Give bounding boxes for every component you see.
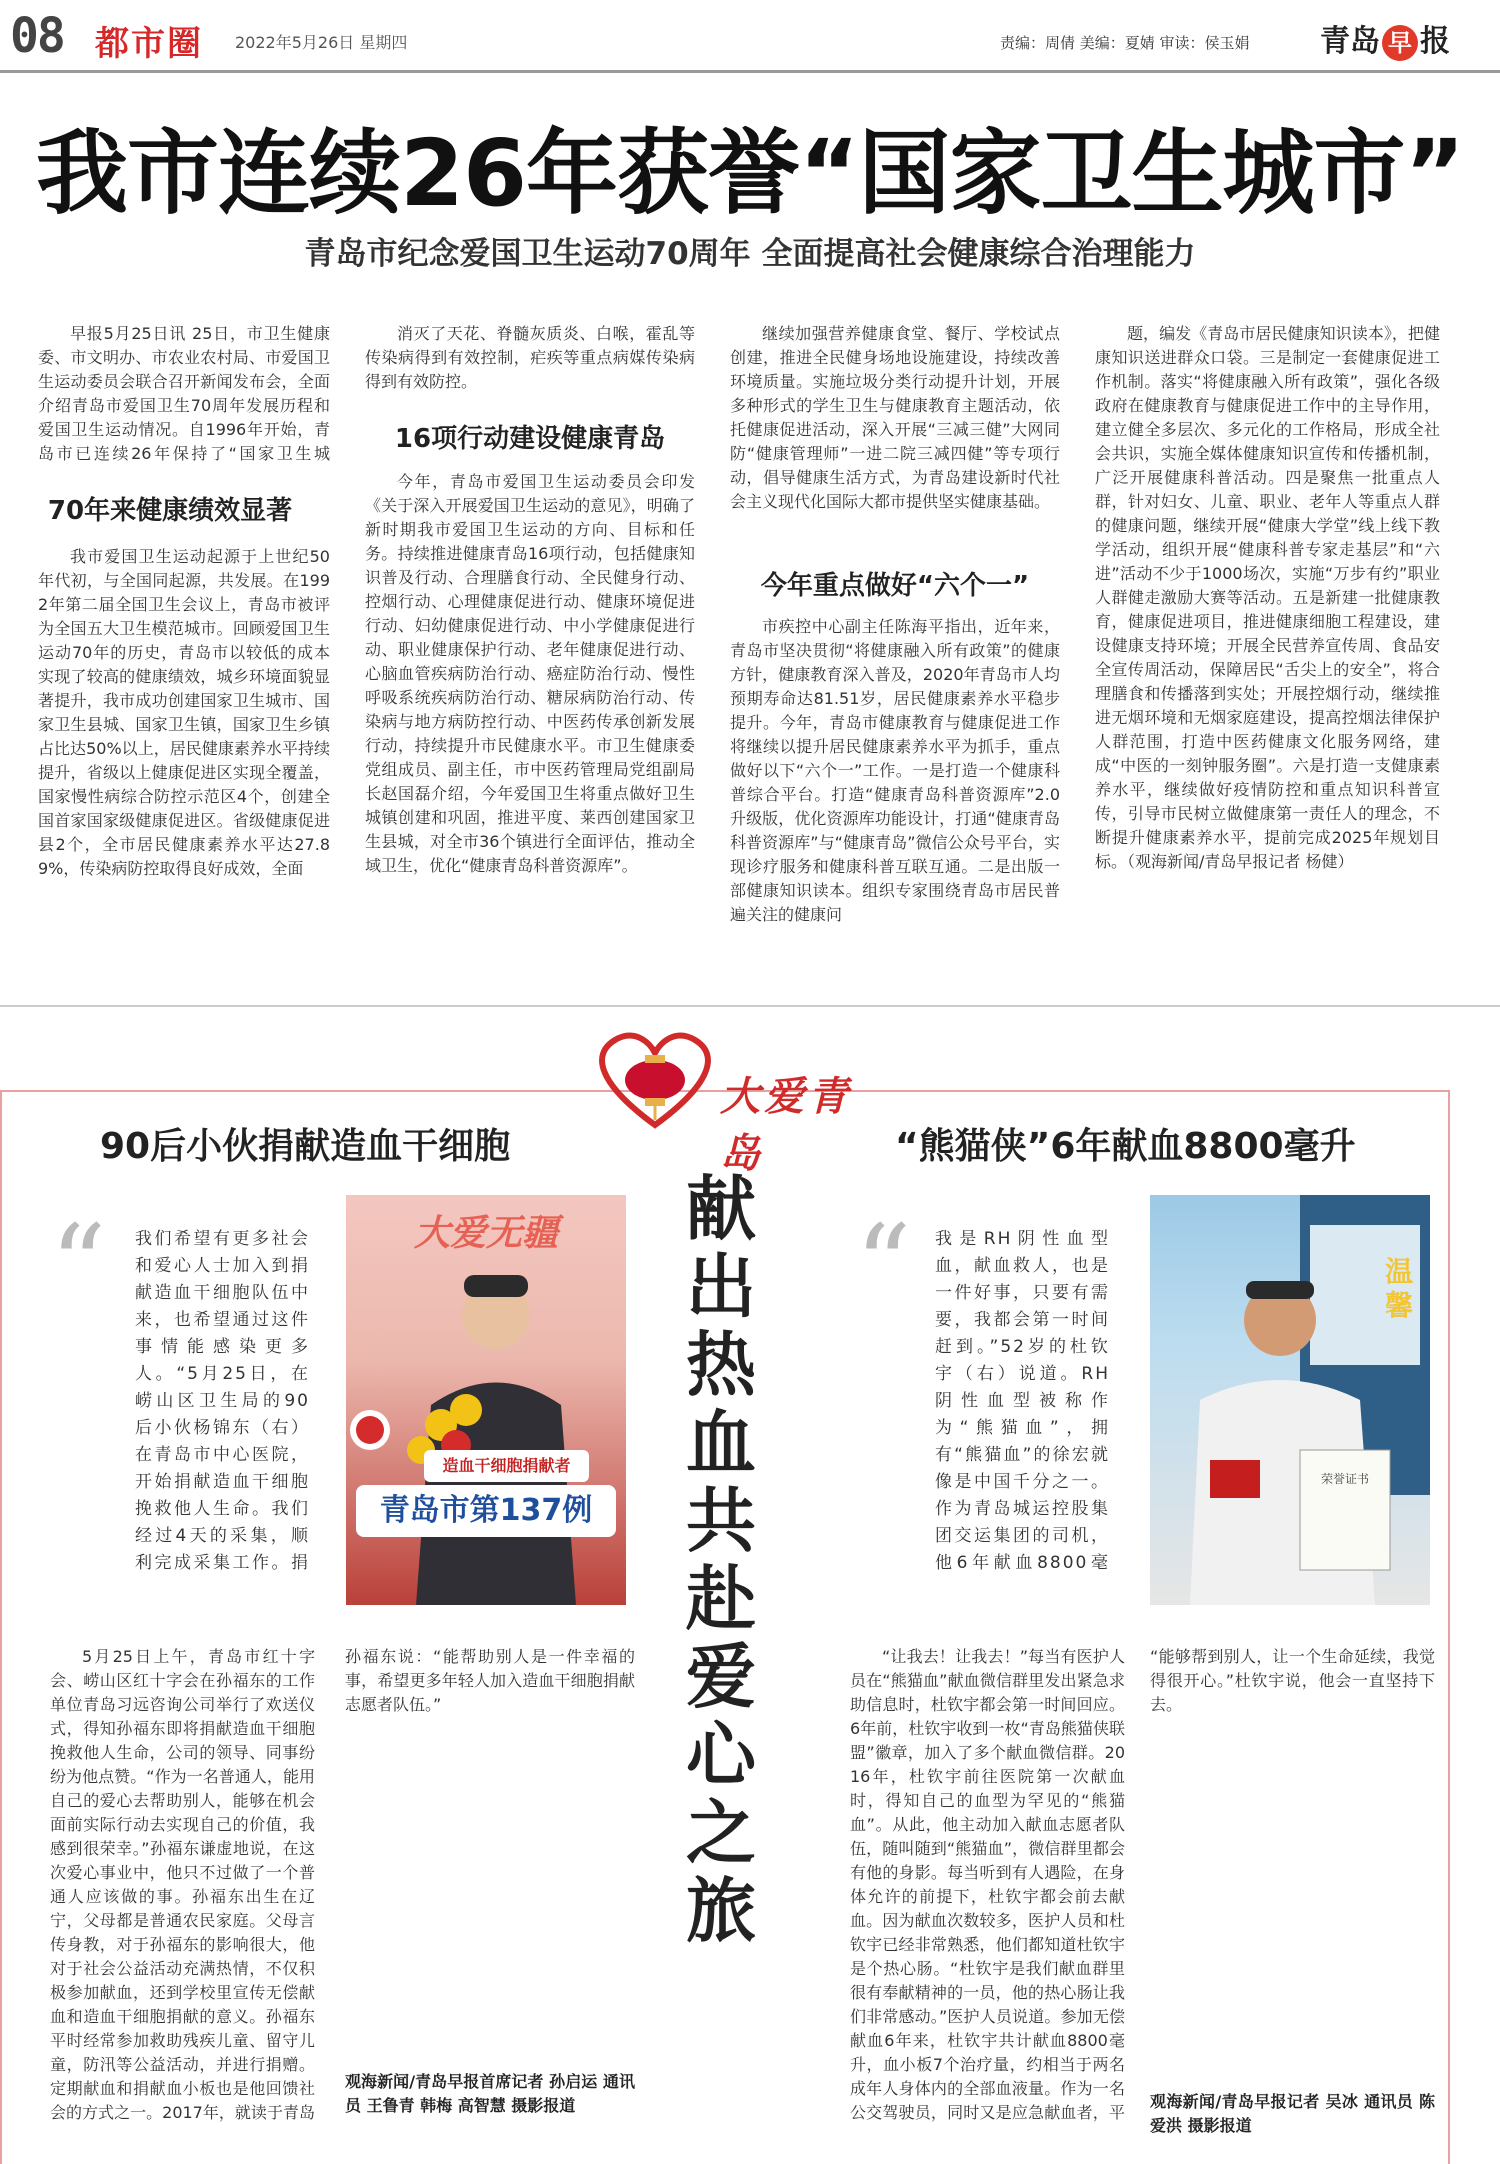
page-header [0,0,1500,78]
article-paragraph: 题，编发《青岛市居民健康知识读本》，把健康知识送进群众口袋。三是制定一套健康促进工作机制。落实“将健康融入所有政策”，强化各级政府在健康教育与健康促进工作中的主导作用，建立健全多层次、多元化的工作格局，形成全社会共识，实施全媒体健康知识宣传和传播机制，广泛开展健康科普活动。四是聚焦一批重点人群，针对妇女、儿童、职业、老年人等重点人群的健康问题，继续开展“健康大学堂”线上线下教学活动，组织开展“健康科普专家走基层”和“六进”活动不少于1000场次，实施“万步有约”职业人群健走激励大赛等活动。五是新建一批健康教育，健康促进项目，推进健康细胞工程建设，建设健康支持环境；开展全民营养宣传周、食品安全宣传周活动，保障居民“舌尖上的安全”，将合理膳食和传播落到实处；开展控烟行动，继续推进无烟环境和无烟家庭建设，提高控烟法律保护人群范围，打造中医药健康文化服务网络，建成“中医的一刻钟服务圈”。六是打造一支健康素养水平，继续做好疫情防控和重点知识科普宣传，引导市民树立做健康第一责任人的理念，不断提升健康素养水平，提前完成2025年规划目标。（观海新闻/青岛早报记者 杨健） [1095,324,1440,871]
article-paragraph: 5月25日上午，青岛市红十字会、崂山区红十字会在孙福东的工作单位青岛习远咨询公司举行了欢送仪式，得知孙福东即将捐献造血干细胞挽救他人生命，公司的领导、同事纷纷为他点赞。“作为一名普通人，能用自己的爱心去帮助别人，能够在机会面前实际行动去实现自己的价值，我感到很荣幸。”孙福东谦虚地说，在这次爱心事业中，他只不过做了一个普通人应该做的事。孙福东出生在辽宁，父母都是普通农民家庭。父母言传身教，对于孙福东的影响很大，他对于社会公益活动充满热情，不仅积极参加献血，还到学校里宣传无偿献血和造血干细胞捐献的意义。孙福东平时经常参加救助残疾儿童、留守儿童，防汛等公益活动，并进行捐赠。定期献血和捐献血小板也是他回馈社会的方式之一。2017年，就读于青岛 [50,1647,315,2122]
left-story-body-col1 [50,1645,315,2125]
certificate-text: 荣誉证书 [1320,1472,1369,1486]
article-col4-body [1095,322,1440,990]
quote-icon: “ [50,1201,107,1329]
donor-photo [1150,1195,1430,1605]
article-col2-top [365,322,695,394]
donor-figure [346,1195,626,1605]
left-story-body-col2 [345,1645,635,2065]
main-headline: 我市连续26年获誉“国家卫生城市” [36,120,1464,227]
logo-text: 大爱青岛 [720,1073,852,1177]
subhead-16-actions: 16项行动建设健康青岛 [394,424,666,454]
donor-label-top: 造血干细胞捐献者 [424,1450,589,1482]
header-divider [0,70,1500,73]
article-col1-intro [38,322,330,462]
feature-vertical-title: 献出热血 共赴爱心之旅 [686,1168,756,1952]
donor-photo [346,1195,626,1605]
article-col1-body [38,545,330,985]
section-divider [0,1005,1500,1007]
photo-banner-text: 大爱无疆 [413,1213,558,1254]
donor-label-bottom: 青岛市第137例 [356,1485,616,1537]
brand-suffix: 报 [1420,24,1450,59]
article-paragraph: 市疾控中心副主任陈海平指出，近年来，青岛市坚决贯彻“将健康融入所有政策”的健康方针，健康教育深入普及，2020年青岛市人均预期寿命达81.51岁，居民健康素养水平稳步提升。今年，青岛市健康教育与健康促进工作将继续以提升居民健康素养水平为抓手，重点做好以下“六个一”工作。一是打造一个健康科普综合平台。打造“健康青岛科普资源库”2.0升级版，优化资源库功能设计，打通“健康青岛科普资源库”与“健康青岛”微信公众号平台，实现诊疗服务和健康科普互联互通。二是出版一部健康知识读本。组织专家围绕青岛市居民普遍关注的健康问 [730,617,1060,924]
brand-prefix: 青岛 [1320,24,1380,59]
article-paragraph: 今年，青岛市爱国卫生运动委员会印发《关于深入开展爱国卫生运动的意见》，明确了新时期我市爱国卫生运动的方向、目标和任务。持续推进健康青岛16项行动，包括健康知识普及行动、合理膳食行动、全民健身行动、控烟行动、心理健康促进行动、健康环境促进行动、妇幼健康促进行动、中小学健康促进行动、职业健康保护行动、老年健康促进行动、心脑血管疾病防治行动、癌症防治行动、慢性呼吸系统疾病防治行动、糖尿病防治行动、传染病与地方病防控行动、中医药传承创新发展行动，持续提升市民健康水平。市卫生健康委党组成员、副主任，市中医药管理局党组副局长赵国磊介绍，今年爱国卫生将重点做好卫生城镇创建和巩固，推进平度、莱西创建国家卫生县城，对全市36个镇进行全面评估，推动全域卫生，优化“健康青岛科普资源库”。 [365,472,695,875]
page-number: 08 [10,8,64,64]
subhead-health-performance: 70年来健康绩效显著 [47,496,293,526]
bus-sign-text: 温馨 [1385,1255,1414,1322]
right-story-body-col2 [1150,1645,1435,2065]
section-name: 都市圈 [95,24,203,64]
feature-logo [590,1025,880,1177]
left-story-title: 90后小伙捐献造血干细胞 [100,1126,511,1167]
article-paragraph: “让我去！让我去！”每当有医护人员在“熊猫血”献血微信群里发出紧急求助信息时，杜钦宇都会第一时间回应。6年前，杜钦宇收到一枚“青岛熊猫侠联盟”徽章，加入了多个献血微信群。2016年，杜钦宇前往医院第一次献血时，得知自己的血型为罕见的“熊猫血”。从此，他主动加入献血志愿者队伍，随叫随到“熊猫血”，微信群里都会有他的身影。每当听到有人遇险，在身体允许的前提下，杜钦宇都会前去献血。因为献血次数较多，医护人员和杜钦宇已经非常熟悉，他们都知道杜钦宇是个热心肠。“杜钦宇是我们献血群里很有奉献精神的一员，他的热心肠让我们非常感动。”医护人员说道。参加无偿献血6年来，杜钦宇共计献血8800毫升，血小板7个治疗量，约相当于两名成年人身体内的全部血液量。作为一名公交驾驶员，同时又是应急献血者，平 [850,1647,1125,2122]
newspaper-brand [1320,16,1450,61]
subhead-six-ones: 今年重点做好“六个一” [760,571,1030,601]
article-col3-body [730,615,1060,990]
issue-date: 2022年5月26日 星期四 [235,33,408,52]
right-story-body-col1 [850,1645,1125,2125]
article-col2-body [365,470,695,990]
article-paragraph-continued: 孙福东说：“能帮助别人是一件幸福的事，希望更多年轻人加入造血干细胞捐献志愿者队伍。” [345,1647,635,1714]
left-story-byline: 观海新闻/青岛早报首席记者 孙启运 通讯员 王鲁青 韩梅 高智慧 摄影报道 [345,2072,635,2115]
brand-mark: 早 [1382,25,1418,61]
article-paragraph: 早报5月25日讯 25日，市卫生健康委、市文明办、市农业农村局、市爱国卫生运动委员会联合召开新闻发布会，全面介绍青岛市爱国卫生70周年发展历程和爱国卫生运动情况。自1996年开始，青岛市已连续26年保持了“国家卫生城 [38,324,330,462]
article-paragraph: 我市爱国卫生运动起源于上世纪50年代初，与全国同起源，共发展。在1992年第二届全国卫生会议上，青岛市被评为全国五大卫生模范城市。回顾爱国卫生运动70年的历史，青岛市以较低的成本实现了较高的健康绩效，城乡环境面貌显著提升，我市成功创建国家卫生城市、国家卫生县城、国家卫生镇，国家卫生乡镇占比达50%以上，居民健康素养水平持续提升，省级以上健康促进区实现全覆盖，国家慢性病综合防控示范区4个，创建全国首家国家级健康促进区。省级健康促进县2个，全市居民健康素养水平达27.89%，传染病防控取得良好成效，全面 [38,547,330,878]
left-story-quote: 我们希望有更多社会和爱心人士加入到捐献造血干细胞队伍中来，也希望通过这件事情能感染更多人。“5月25日，在崂山区卫生局的90后小伙杨锦东（右）在青岛市中心医院，开始捐献造血干细胞挽救他人生命。我们经过4天的采集，顺利完成采集工作。捐 [135,1229,310,1573]
right-story-title: “熊猫侠”6年献血8800毫升 [895,1126,1356,1167]
quote-icon: “ [855,1201,912,1329]
right-story-byline: 观海新闻/青岛早报记者 吴冰 通讯员 陈爱洪 摄影报道 [1150,2092,1435,2135]
right-story-quote: 我是RH阴性血型血，献血救人，也是一件好事，只要有需要，我都会第一时间赶到。”52岁的杜钦宇（右）说道。RH阴性血型被称作为“熊猫血”，拥有“熊猫血”的徐宏就像是中国千分之一。作为青岛城运控股集团交运集团的司机，他6年献血8800毫 [935,1229,1110,1573]
editor-credits: 责编：周倩 美编：夏婧 审读：侯玉娟 [1000,34,1250,52]
article-paragraph-continued: “能够帮到别人，让一个生命延续，我觉得很开心。”杜钦宇说，他会一直坚持下去。 [1150,1647,1435,1714]
article-paragraph: 继续加强营养健康食堂、餐厅、学校试点创建，推进全民健身场地设施建设，持续改善环境质量。实施垃圾分类行动提升计划，开展多种形式的学生卫生与健康教育主题活动，依托健康促进活动，深入开展“三减三健”大网同防“健康管理师”一进二院三减四健”等专项行动，倡导健康生活方式，为青岛建设新时代社会主义现代化国际大都市提供坚实健康基础。 [730,324,1060,511]
article-col3-top [730,322,1060,547]
sub-headline: 青岛市纪念爱国卫生运动70周年 全面提高社会健康综合治理能力 [304,236,1196,272]
article-paragraph: 消灭了天花、脊髓灰质炎、白喉，霍乱等传染病得到有效控制，疟疾等重点病媒传染病得到有效防控。 [365,324,695,391]
